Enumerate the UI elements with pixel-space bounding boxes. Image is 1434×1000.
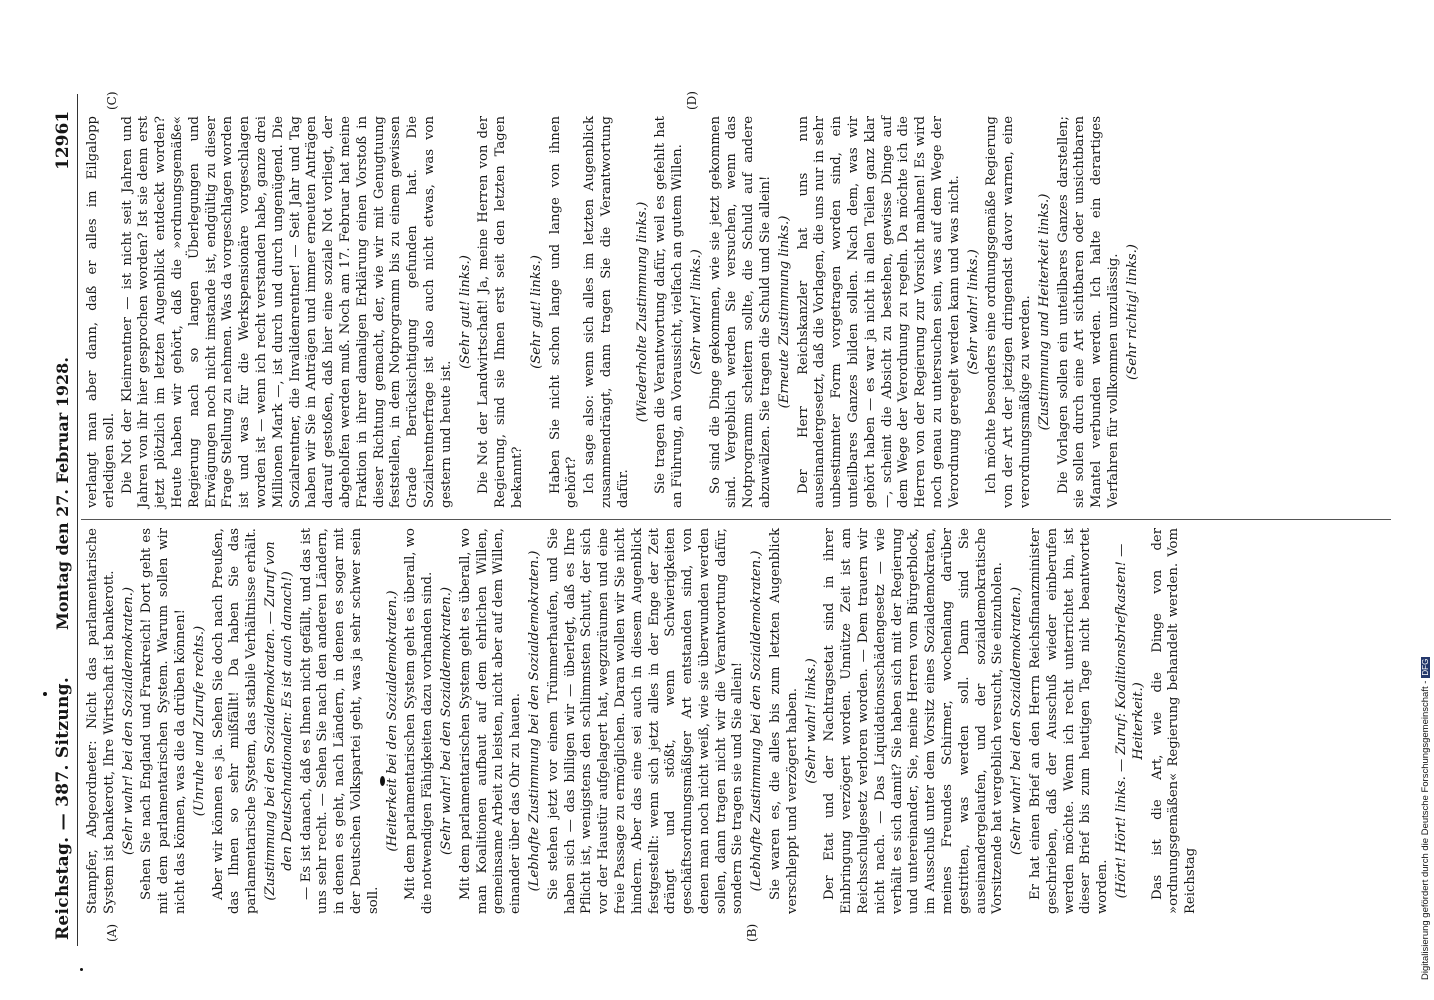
header-rule [77, 94, 78, 946]
text-column-left [85, 528, 1201, 914]
speech-paragraph: Die Vorlagen sollen ein unteilbares Ganzes darstellen; sie sollen durch eine Art sichtbaren oder unsichtbaren Mantel verbunden werden. Ich halte ein derartiges Verfahren für vollkommen unzulässig. [1055, 116, 1122, 508]
credit-text: Digitalisierung gefördert durch die Deutsche Forschungsgemeinschaft - [1420, 680, 1431, 980]
stage-direction: (Lebhafte Zustimmung bei den Sozialdemokraten.) [749, 550, 765, 892]
page-body [45, 80, 1405, 960]
column-divider [81, 519, 1391, 520]
stage-direction: (Sehr wahr! bei den Sozialdemokraten.) [1009, 587, 1025, 855]
stage-direction: (Sehr wahr! links.) [803, 658, 819, 784]
running-header-left: Reichstag. — 387. Sitzung. [53, 676, 73, 940]
page-number: 12961 [53, 110, 73, 170]
speech-paragraph: Mit dem parlamentarischen System geht es überall, wo die notwendigen Fähigkeiten dazu vorhanden sind. [403, 528, 436, 914]
stage-direction: (Sehr wahr! links.) [688, 249, 704, 375]
speech-paragraph: So sind die Dinge gekommen, wie sie jetzt gekommen sind. Vergeblich werden Sie versuchen, wenn das Notprogramm scheitern sollte, die Schuld auf andere abzuwälzen. Sie tragen die Schuld und Sie allein! [707, 116, 774, 508]
stage-direction: (Zustimmung und Heiterkeit links.) [1036, 193, 1052, 431]
margin-marker-b: (B) [745, 923, 759, 942]
speech-paragraph: Die Not der Landwirtschaft! Ja, meine Herren von der Regierung, sind sie Ihnen erst seit den letzten Tagen bekannt? [476, 116, 525, 508]
text-column-right [85, 116, 1144, 508]
stage-direction: (Sehr richtig! links.) [1124, 244, 1140, 380]
speech-paragraph: Der Etat und der Nachtragsetat sind in ihrer Einbringung verzögert worden. Unnütze Zeit ist am Reichsschulgesetz verloren worden. — Dem trauern wir nicht nach. — Das Liquidationsschädengesetz — wie verhält es sich damit? Sie haben sich mit der Regierung und untereinander, Sie, meine Herren vom Bürgerblock, im Ausschuß unter dem Vorsitz eines Sozialdemokraten, meines Freundes Schirmer, wochenlang darüber gestritten, was werden soll. Dann sind Sie auseinandergelaufen, und der sozialdemokratische Vorsitzende hat vergeblich versucht, Sie einzuholen. [822, 528, 1006, 914]
speech-paragraph: Aber wir können es ja. Sehen Sie doch nach Preußen, das Ihnen so sehr mißfällt! Da haben Sie das parlamentarische System, das stabile Verhältnisse erhält. [210, 528, 260, 914]
speech-paragraph: Ich sage also: wenn sich alles im letzten Augenblick zusammendrängt, dann tragen Sie die Verantwortung dafür. [582, 116, 631, 508]
stage-direction: (Unruhe und Zurufe rechts.) [191, 625, 207, 817]
digitization-credit [1420, 0, 1434, 980]
running-header-date: Montag den 27. Februar 1928. [53, 357, 72, 630]
speech-paragraph: Der Herr Reichskanzler hat uns nun auseinandergesetzt, daß die Vorlagen, die uns nur in sehr unbestimmter Form vorgetragen worden sind, ein unteilbares Ganzes bilden sollen. Nach dem, was wir gehört haben — es war ja nicht in allen Teilen ganz klar —, scheint die Absicht zu bestehen, gewisse Dinge auf dem Wege der Verordnung zu regeln. Da möchte ich die Herren von der Regierung zur Vorsicht mahnen! Es wird noch genau zu untersuchen sein, was auf dem Wege der Verordnung geregelt werden kann und was nicht. [795, 116, 962, 508]
stage-direction: (Erneute Zustimmung links.) [776, 215, 792, 409]
stage-direction: (Heiterkeit bei den Sozialdemokraten.) [384, 590, 400, 852]
stage-direction: (Wiederholte Zustimmung links.) [634, 201, 650, 423]
scan-speck [380, 776, 385, 786]
scan-speck [43, 692, 47, 696]
rotated-page [45, 80, 1405, 960]
speech-paragraph: Stampfer, Abgeordneter: Nicht das parlamentarische System ist bankerott, Ihre Wirtschaft ist bankerott. [85, 528, 117, 914]
stage-direction: (Hört! Hört! links. — Zuruf: Koalitionsbriefkasten! — Heiterkeit.) [1114, 543, 1146, 899]
stage-direction: (Lebhafte Zustimmung bei den Sozialdemokraten.) [526, 550, 542, 892]
stage-direction: (Sehr gut! links.) [528, 255, 544, 369]
margin-marker-c: (C) [105, 91, 119, 110]
speech-paragraph: — Es ist danach, daß es Ihnen nicht gefällt, und das ist uns sehr recht. — Sehen Sie nach den anderen Ländern, in denen es geht, nach Ländern, in denen es sogar mit der Deutschen Volkspartei geht, was ja sehr schwer sein soll. [298, 528, 381, 914]
stage-direction: (Sehr wahr! bei den Sozialdemokraten.) [438, 587, 454, 855]
stage-direction: (Sehr wahr! bei den Sozialdemokraten.) [120, 587, 136, 855]
speech-paragraph: Sie waren es, die alles bis zum letzten Augenblick verschleppt und verzögert haben. [768, 528, 800, 914]
speech-paragraph: Die Not der Kleinrentner — ist nicht seit Jahren und Jahren von ihr hier gesprochen worden? Ist sie denn erst jetzt plötzlich im letzten Augenblick entdeckt worden? Heute haben wir gehört, daß die »ordnungsgemäße« Regierung nach so langen Überlegungen und Erwägungen noch nicht imstande ist, endgültig zu dieser Frage Stellung zu nehmen. Was da vorgeschlagen worden ist und was für die Werkspensionäre vorgeschlagen worden ist — wenn ich recht verstanden habe, ganze drei Millionen Mark —, ist durch und durch ungenügend. Die Sozialrentner, die Invalidenrentner! — Seit Jahr und Tag haben wir Sie in Anträgen und immer erneuten Anträgen darauf gestoßen, daß hier eine soziale Not vorliegt, der abgeholfen werden muß. Noch am 17. Februar hat meine Fraktion in ihrer damaligen Erklärung einen Vorstoß in dieser Richtung gemacht, der, wie wir mit Genugtuung feststellen, in dem Notprogramm bis zu einem gewissen Grade Berücksichtigung gefunden hat. Die Sozialrentnerfrage ist also auch nicht etwas, was von gestern und heute ist. [119, 116, 454, 508]
speech-paragraph: Ich möchte besonders eine ordnungsgemäße Regierung von der Art der jetzigen dringendst davor warnen, eine verordnungsmäßige zu werden. [984, 116, 1034, 508]
speech-paragraph: Sie tragen die Verantwortung dafür, weil es gefehlt hat an Führung, an Voraussicht, vielfach an gutem Willen. [653, 116, 686, 508]
stage-direction: (Sehr wahr! links.) [965, 249, 981, 375]
scan-speck [80, 968, 83, 971]
speech-paragraph: Haben Sie nicht schon lange und lange von ihnen gehört? [547, 116, 580, 508]
margin-marker-a: (A) [105, 923, 119, 942]
speech-paragraph: Mit dem parlamentarischen System geht es überall, wo man Koalitionen aufbaut auf dem ehrlichen Willen, gemeinsame Arbeit zu leisten, nicht aber auf dem Willen, einander über das Ohr zu hauen. [457, 528, 524, 914]
stage-direction: (Sehr gut! links.) [457, 255, 473, 369]
speech-paragraph: verlangt man aber dann, daß er alles im Eilgalopp erledigen soll. [85, 116, 117, 508]
margin-marker-d: (D) [685, 91, 699, 110]
speech-paragraph: Das ist die Art, wie die Dinge von der »ordnungsgemäßen« Regierung behandelt werden. Vom Reichstag [1149, 528, 1199, 914]
stage-direction: (Zustimmung bei den Sozialdemokraten. — Zuruf von den Deutschnationalen: Es ist auch danach!) [262, 541, 295, 901]
speech-paragraph: Er hat einen Brief an den Herrn Reichsfinanzminister geschrieben, daß der Ausschuß wieder einberufen werden möchte. Wenn ich recht unterrichtet bin, ist dieser Brief bis zum heutigen Tage nicht beantwortet worden. [1028, 528, 1111, 914]
speech-paragraph: Sie stehen jetzt vor einem Trümmerhaufen, und Sie haben sich — das billigen wir — überlegt, daß es Ihre Pflicht ist, wenigstens den schlimmsten Schutt, der sich vor der Haustür aufgelagert hat, wegzuräumen und eine freie Passage zu ermöglichen. Daran wollen wir Sie nicht hindern. Aber das eine sei auch in diesem Augenblick festgestellt: wenn sich jetzt alles in der Enge der Zeit drängt und stößt, wenn Schwierigkeiten geschäftsordnungsmäßiger Art entstanden sind, von denen man noch nicht weiß, wie sie überwunden werden sollen, dann tragen nicht wir die Verantwortung dafür, sondern Sie tragen sie und Sie allein! [545, 528, 746, 914]
dfg-logo: DFG [1421, 658, 1430, 676]
speech-paragraph: Sehen Sie nach England und Frankreich! Dort geht es mit dem parlamentarischen System. Warum sollen wir nicht das können, was die da drüben können! [139, 528, 188, 914]
